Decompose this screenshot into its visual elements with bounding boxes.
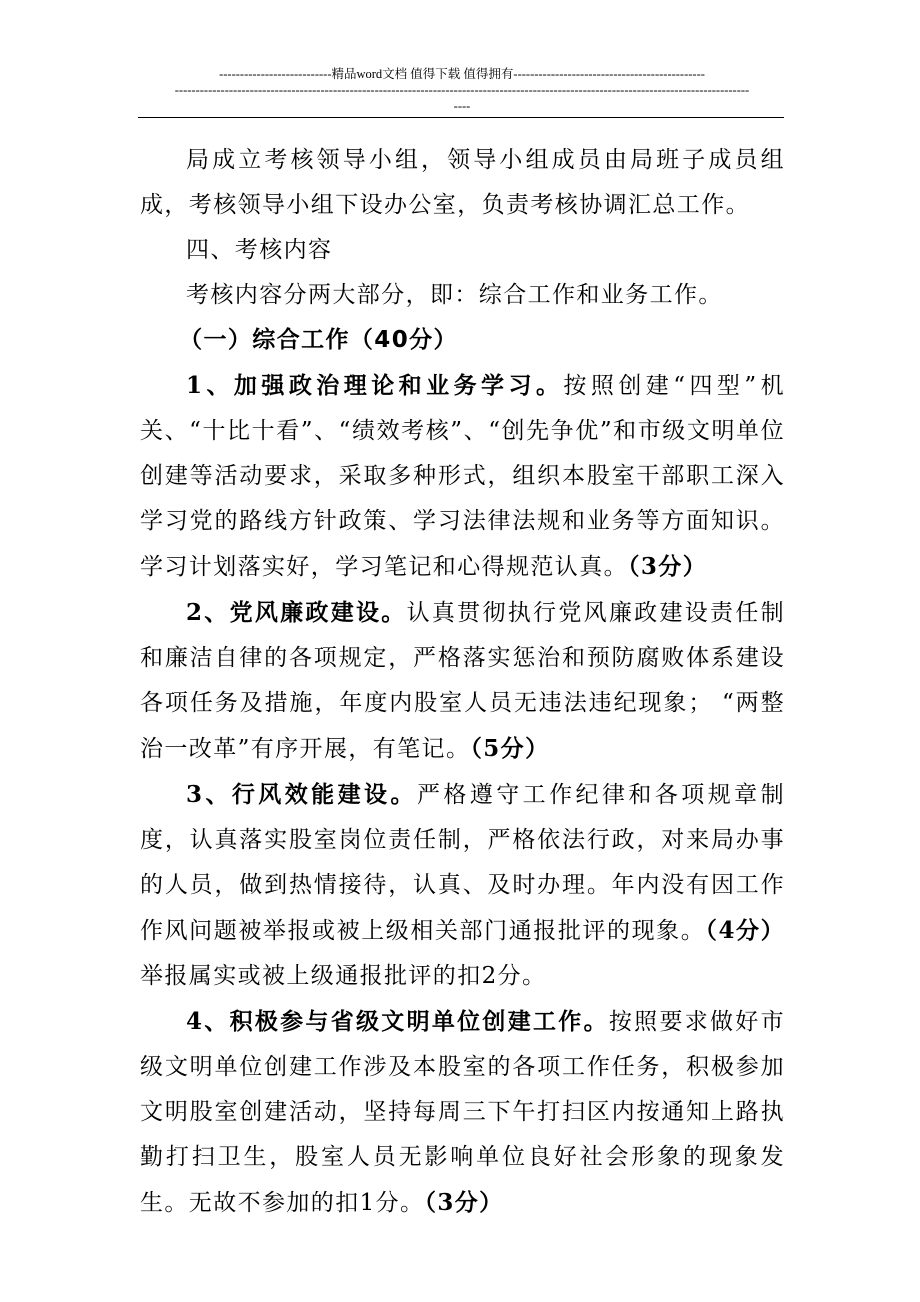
item-body: 按照创建“四型”机关、“十比十看”、“绩效考核”、“创先争优”和市级文明单位创建等活动要求，采取多种形式，组织本股室干部职工深入学习党的路线方针政策、学习法律法规和业务等方面知识。学习计划落实好，学习笔记和心得规范认真。 bbox=[140, 373, 785, 580]
paragraph-assessment-parts: 考核内容分两大部分，即：综合工作和业务工作。 bbox=[186, 282, 723, 308]
header-watermark-line: ---------------------------精品word文档 值得下载 值得拥有---------------------------------------------- bbox=[219, 67, 705, 81]
item-score: （3分） bbox=[424, 1189, 504, 1216]
item-lead: 3、行风效能建设。 bbox=[186, 781, 417, 808]
item-political-study bbox=[140, 363, 785, 590]
item-lead: 2、党风廉政建设。 bbox=[186, 599, 407, 626]
item-body: 按照要求做好市级文明单位创建工作涉及本股室的各项工作任务，积极参加文明股室创建活动，坚持每周三下午打扫区内按通知上路执勤打扫卫生，股室人员无影响单位良好社会形象的现象发生。无故不参加的扣1分。 bbox=[140, 1009, 785, 1216]
item-body: 严格遵守工作纪律和各项规章制度，认真落实股室岗位责任制，严格依法行政，对来局办事的人员，做到热情接待，认真、及时办理。年内没有因工作作风问题被举报或被上级相关部门通报批评的现象。 bbox=[140, 782, 785, 944]
item-lead: 1、加强政治理论和业务学习。 bbox=[186, 372, 564, 399]
paragraph-leadership-group: 局成立考核领导小组，领导小组成员由局班子成员组成，考核领导小组下设办公室，负责考核协调汇总工作。 bbox=[140, 147, 785, 218]
header-rule bbox=[138, 117, 784, 118]
item-civilization-unit bbox=[140, 999, 785, 1226]
header-dash-line: ------------------------------------------------------------------------------------------------------------------------------------------ bbox=[174, 83, 750, 97]
section-heading-assessment-content: 四、考核内容 bbox=[186, 237, 333, 263]
item-lead: 4、积极参与省级文明单位创建工作。 bbox=[186, 1008, 609, 1035]
item-efficiency bbox=[140, 772, 785, 999]
page-header bbox=[140, 66, 784, 114]
item-score: （3分） bbox=[628, 553, 708, 580]
item-score: （5分） bbox=[470, 735, 550, 762]
document-body bbox=[140, 138, 785, 1226]
item-body: 认真贯彻执行党风廉政建设责任制和廉洁自律的各项规定，严格落实惩治和预防腐败体系建设各项任务及措施，年度内股室人员无违法违纪现象； “两整治一改革”有序开展，有笔记。 bbox=[140, 600, 786, 762]
subsection-heading-comprehensive-work: （一）综合工作（40分） bbox=[179, 327, 458, 353]
item-tail: 举报属实或被上级通报批评的扣2分。 bbox=[140, 963, 547, 989]
item-party-integrity bbox=[140, 590, 785, 772]
header-dash-tail: ---- bbox=[453, 99, 471, 113]
item-score: （4分） bbox=[705, 917, 786, 944]
